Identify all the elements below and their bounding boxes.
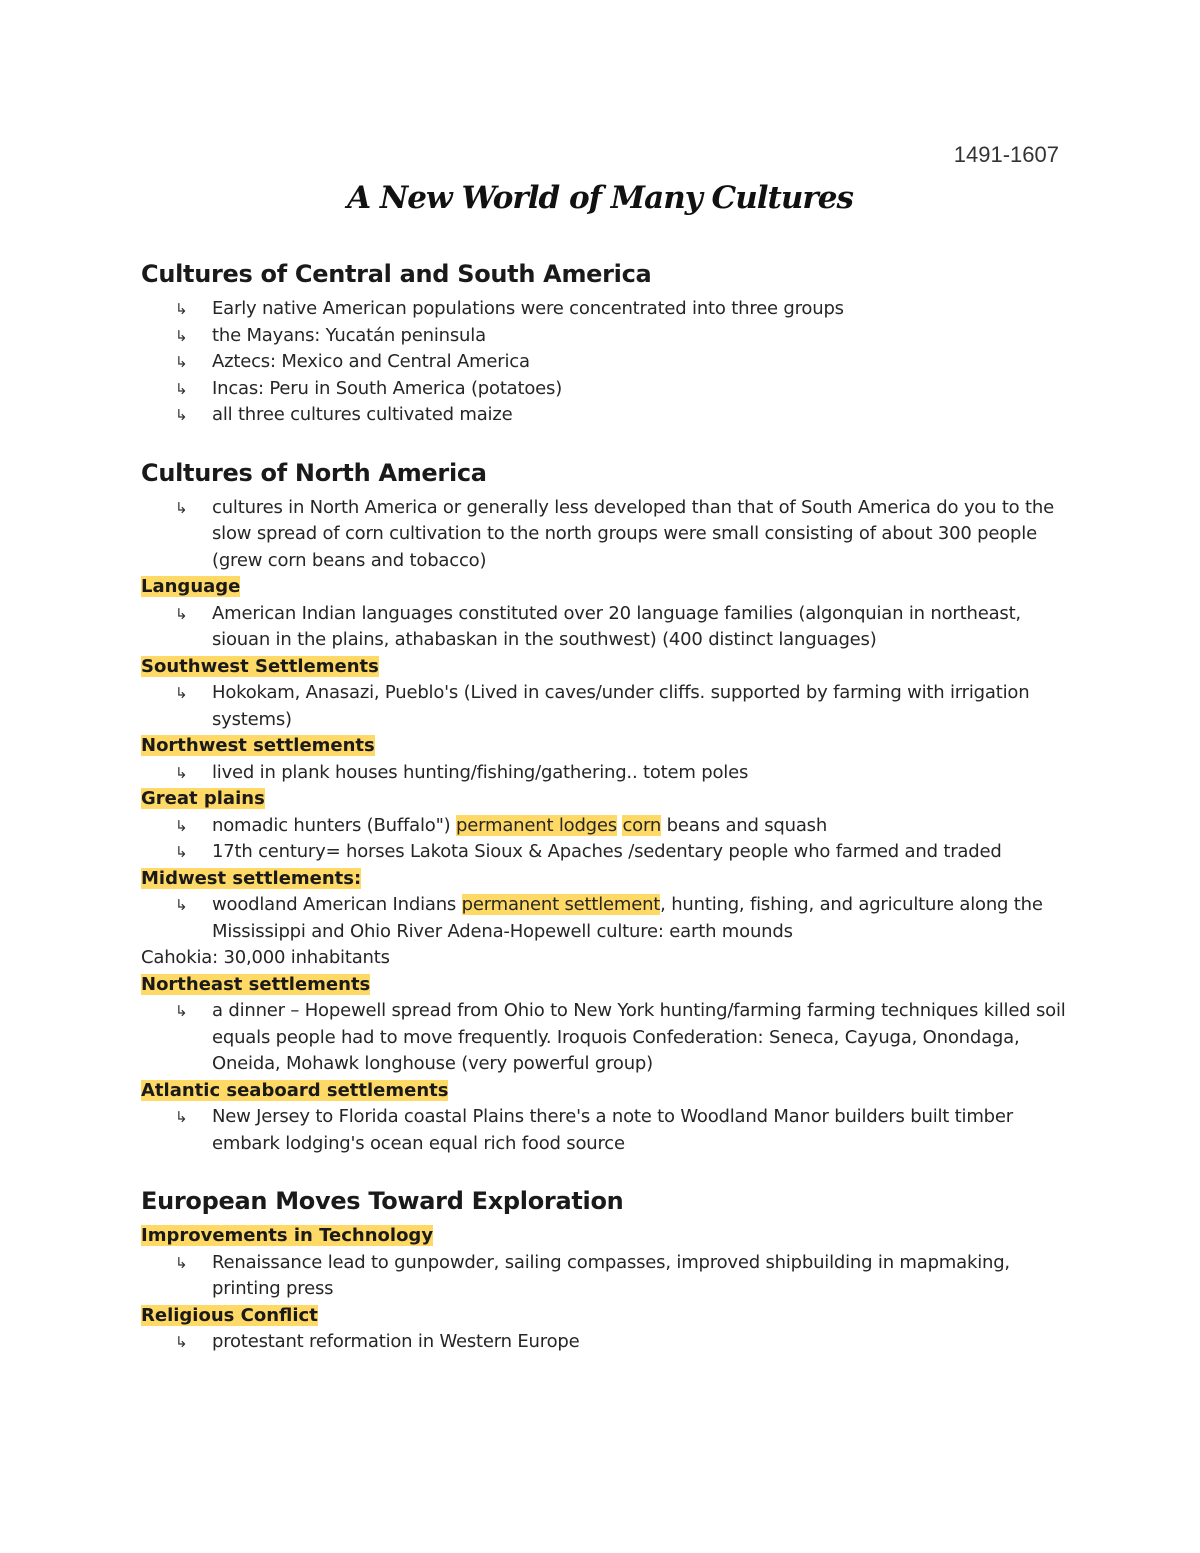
bullet-arrow-icon: ↳ — [175, 353, 188, 371]
language-list — [141, 601, 1066, 654]
bullet-arrow-icon: ↳ — [175, 763, 188, 782]
atlantic-list — [141, 1104, 1066, 1157]
bullet-arrow-icon: ↳ — [175, 406, 188, 424]
bullet-arrow-icon: ↳ — [175, 498, 188, 517]
technology-list — [141, 1250, 1066, 1303]
list-item: ↳ American Indian languages constituted over 20 language families (algonquian in northeast, siouan in the plains, athabaskan in the southwest) (400 distinct languages) — [175, 602, 1021, 650]
highlight-text: permanent lodges — [456, 814, 617, 836]
subheading-language: Language — [141, 576, 241, 597]
northeast-list — [141, 998, 1066, 1078]
religious-list — [141, 1329, 1066, 1356]
list-item: ↳ protestant reformation in Western Europe — [141, 1329, 1066, 1356]
cahokia-note: Cahokia: 30,000 inhabitants — [141, 947, 390, 968]
midwest-list — [141, 892, 1066, 945]
list-item: ↳ Renaissance lead to gunpowder, sailing compasses, improved shipbuilding in mapmaking, printing press — [175, 1251, 1010, 1299]
page-title: A New World of Many Cultures — [347, 180, 853, 216]
subheading-great-plains: Great plains — [141, 788, 265, 809]
bullet-arrow-icon: ↳ — [175, 379, 188, 398]
bullet-arrow-icon: ↳ — [175, 816, 188, 835]
highlight-text: permanent settlement — [461, 894, 661, 915]
list-item: ↳ Aztecs: Mexico and Central America — [141, 349, 1066, 376]
bullet-arrow-icon: ↳ — [175, 843, 188, 861]
subheading-religious: Religious Conflict — [141, 1304, 318, 1326]
list-item: ↳ the Mayans: Yucatán peninsula — [141, 323, 1066, 350]
subheading-southwest: Southwest Settlements — [141, 655, 379, 677]
subheading-technology: Improvements in Technology — [141, 1225, 434, 1246]
southwest-list — [141, 680, 1066, 733]
great-plains-list — [141, 813, 1066, 866]
bullet-arrow-icon: ↳ — [175, 1253, 188, 1272]
north-intro-list — [141, 495, 1066, 575]
subheading-atlantic: Atlantic seaboard settlements — [141, 1079, 449, 1101]
central-south-list — [141, 296, 1066, 429]
list-item: ↳ cultures in North America or generally less developed than that of South America do you to the slow spread of corn cultivation to the north groups were small consisting of about 300 people (grew corn beans and tobacco) — [175, 496, 1054, 571]
list-item: ↳ Hokokam, Anasazi, Pueblo's (Lived in caves/under cliffs. supported by farming with irrigation systems) — [175, 682, 1030, 730]
bullet-arrow-icon: ↳ — [175, 684, 188, 702]
bullet-arrow-icon: ↳ — [175, 326, 188, 345]
highlight-text: corn — [622, 814, 662, 836]
list-item: ↳ Early native American populations were concentrated into three groups — [141, 296, 1066, 323]
northwest-list — [141, 760, 1066, 787]
list-item: ↳ a dinner – Hopewell spread from Ohio to New York hunting/farming farming techniques killed soil equals people had to move frequently. Iroquois Confederation: Seneca, Cayuga, Onondaga, Oneida, Mohawk longhouse (very powerful group) — [175, 1000, 1066, 1074]
bullet-arrow-icon: ↳ — [175, 1108, 188, 1126]
list-item: ↳ 17th century= horses Lakota Sioux & Apaches /sedentary people who farmed and traded — [141, 839, 1066, 866]
list-item: ↳ lived in plank houses hunting/fishing/gathering.. totem poles — [141, 760, 1066, 787]
list-item: ↳ Incas: Peru in South America (potatoes) — [141, 376, 1066, 403]
bullet-arrow-icon: ↳ — [175, 896, 188, 914]
subheading-midwest: Midwest settlements: — [141, 867, 362, 889]
list-item: ↳ all three cultures cultivated maize — [141, 402, 1066, 429]
subheading-northeast: Northeast settlements — [141, 973, 371, 995]
bullet-arrow-icon: ↳ — [175, 1002, 188, 1020]
list-item: ↳ nomadic hunters (Buffalo") permanent lodges corn beans and squash — [141, 813, 1066, 840]
section-heading-european: European Moves Toward Exploration — [141, 1187, 624, 1215]
section-heading-north: Cultures of North America — [141, 458, 487, 487]
bullet-arrow-icon: ↳ — [175, 300, 188, 318]
list-item: ↳ woodland American Indians permanent settlement, hunting, fishing, and agriculture along the Mississippi and Ohio River Adena-Hopewell culture: earth mounds — [175, 894, 1043, 942]
date-range: 1491-1607 — [953, 142, 1059, 167]
notes-body — [141, 252, 1066, 1356]
bullet-arrow-icon: ↳ — [175, 1333, 188, 1351]
bullet-arrow-icon: ↳ — [175, 604, 188, 623]
subheading-northwest: Northwest settlements — [141, 735, 375, 756]
list-item: ↳ New Jersey to Florida coastal Plains there's a note to Woodland Manor builders built timber embark lodging's ocean equal rich food source — [175, 1106, 1013, 1154]
section-heading-central-south: Cultures of Central and South America — [141, 260, 652, 288]
